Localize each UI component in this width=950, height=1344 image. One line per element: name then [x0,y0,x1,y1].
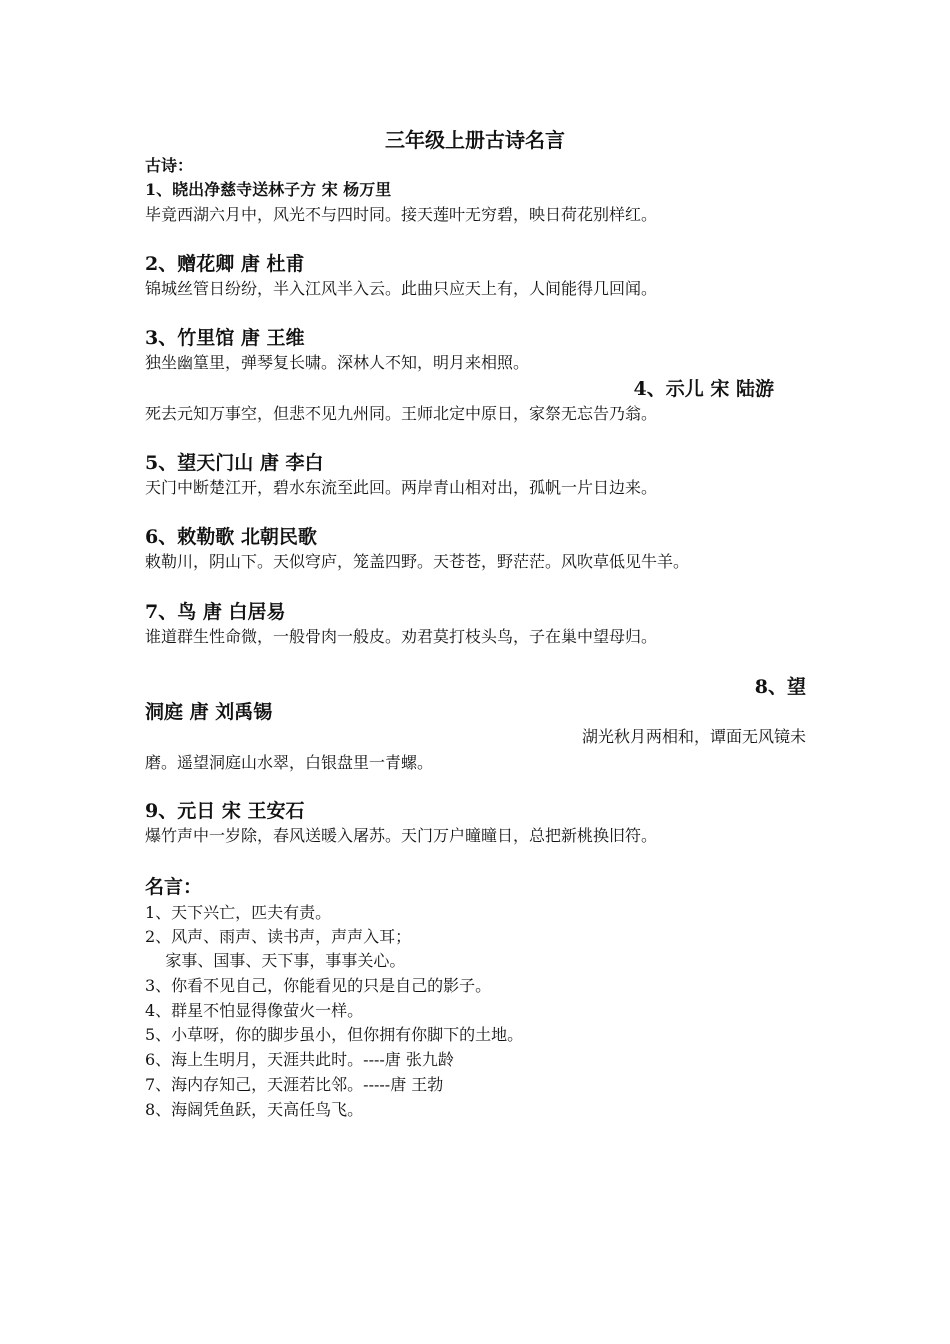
poem-heading: 2、赠花卿 唐 杜甫 [145,253,305,275]
poem-heading: 9、元日 宋 王安石 [145,800,305,822]
poem-text: 独坐幽篁里，弹琴复长啸。深林人不知，明月来相照。 [145,353,530,372]
poem-text: 毕竟西湖六月中，风光不与四时同。接天莲叶无穷碧，映日荷花别样红。 [145,205,658,224]
quote-item: 1、天下兴亡，匹夫有责。 [145,903,332,922]
document-title: 三年级上册古诗名言 [385,128,565,152]
poem-text-part2: 磨。遥望洞庭山水翠，白银盘里一青螺。 [145,753,434,772]
poem-heading-part1: 8、望 [754,676,806,698]
quote-item: 6、海上生明月，天涯共此时。----唐 张九龄 [145,1050,454,1069]
poem-heading: 6、敕勒歌 北朝民歌 [145,526,317,548]
quote-item: 5、小草呀，你的脚步虽小，但你拥有你脚下的土地。 [145,1025,524,1044]
poem-text: 谁道群生性命微，一般骨肉一般皮。劝君莫打枝头鸟，子在巢中望母归。 [145,627,658,646]
poems-section-heading: 古诗： [145,156,194,175]
poem-text-part1: 湖光秋月两相和，谭面无风镜未 [581,727,806,746]
quote-item: 2、风声、雨声、读书声，声声入耳； [145,927,412,946]
poem-heading: 1、晓出净慈寺送林子方 宋 杨万里 [145,180,392,199]
quote-item: 7、海内存知己，天涯若比邻。-----唐 王勃 [145,1075,444,1094]
poem-heading-part2: 洞庭 唐 刘禹锡 [145,701,273,723]
poem-heading: 4、示儿 宋 陆游 [633,378,774,400]
quote-item: 4、群星不怕显得像萤火一样。 [145,1001,364,1020]
quote-item: 8、海阔凭鱼跃，天高任鸟飞。 [145,1100,364,1119]
poem-heading: 7、鸟 唐 白居易 [145,601,286,623]
poem-text: 锦城丝管日纷纷，半入江风半入云。此曲只应天上有，人间能得几回闻。 [145,279,658,298]
poem-text: 死去元知万事空，但悲不见九州同。王师北定中原日，家祭无忘告乃翁。 [145,404,658,423]
poem-heading: 5、望天门山 唐 李白 [145,452,324,474]
poem-text: 爆竹声中一岁除，春风送暖入屠苏。天门万户曈曈日，总把新桃换旧符。 [145,826,658,845]
poem-text: 天门中断楚江开，碧水东流至此回。两岸青山相对出，孤帆一片日边来。 [145,478,658,497]
poem-heading: 3、竹里馆 唐 王维 [145,327,305,349]
quotes-section-heading: 名言： [145,876,203,898]
quote-item-continuation: 家事、国事、天下事，事事关心。 [145,951,406,970]
poem-text: 敕勒川，阴山下。天似穹庐，笼盖四野。天苍苍，野茫茫。风吹草低见牛羊。 [145,552,690,571]
quote-item: 3、你看不见自己，你能看见的只是自己的影子。 [145,976,492,995]
